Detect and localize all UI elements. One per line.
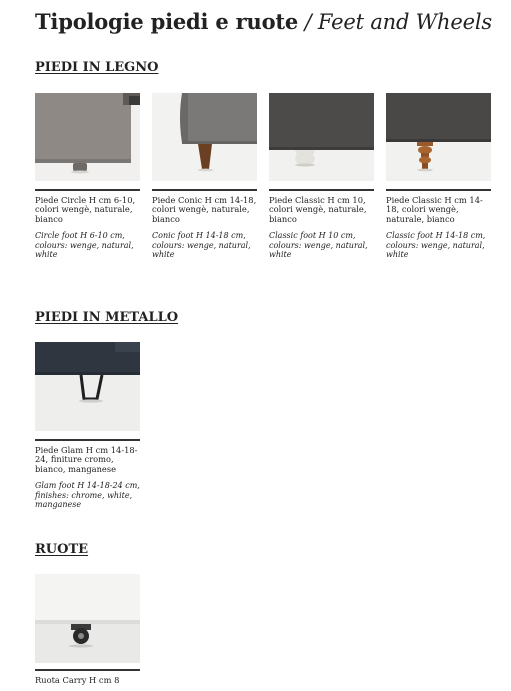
caption-english: Conic foot H 14-18 cm, colours: wenge, natural, white: [152, 231, 251, 259]
section-heading-wooden-feet: PIEDI IN LEGNO: [35, 60, 159, 75]
card-divider: [35, 669, 140, 671]
card-divider: [152, 189, 257, 191]
product-card-conic: [152, 93, 257, 260]
page-title-main: Tipologie piedi e ruote: [35, 9, 299, 34]
caption-english: Glam foot H 14-18-24 cm, finishes: chrome, white, manganese: [35, 481, 140, 509]
carry-wheel-photo: [35, 574, 140, 663]
caption-english: Classic foot H 14-18 cm, colours: wenge, natural, white: [386, 231, 486, 259]
section-heading-metal-feet: PIEDI IN METALLO: [35, 310, 179, 325]
product-card-carry: [35, 574, 140, 685]
product-card-circle: [35, 93, 140, 260]
caption-italian: Ruota Carry H cm 8: [35, 674, 120, 685]
page-title: [35, 9, 492, 34]
classic-10-foot-illustration: [269, 93, 374, 181]
page-title-separator: /: [298, 10, 318, 34]
classic-14-18-foot-illustration: [386, 93, 491, 181]
card-divider: [35, 189, 140, 191]
circle-foot-illustration: [35, 93, 140, 181]
glam-foot-photo: [35, 342, 140, 431]
classic-10-foot-photo: [269, 93, 374, 181]
section-heading-wheels: RUOTE: [35, 542, 89, 557]
classic-14-18-foot-photo: [386, 93, 491, 181]
caption-italian: Piede Glam H cm 14-18-24, finiture cromo, bianco, manganese: [35, 444, 138, 474]
card-divider: [35, 439, 140, 441]
conic-foot-illustration: [152, 93, 257, 181]
caption-italian: Piede Classic H cm 14-18, colori wengè, naturale, bianco: [386, 194, 483, 224]
page-title-english: Feet and Wheels: [317, 10, 492, 34]
caption-english: Circle foot H 6-10 cm, colours: wenge, natural, white: [35, 231, 134, 259]
caption-italian: Piede Conic H cm 14-18, colori wengè, naturale, bianco: [152, 194, 257, 224]
card-divider: [269, 189, 374, 191]
product-card-classic-14-18: [386, 93, 491, 260]
caption-italian: Piede Circle H cm 6-10, colori wengè, naturale, bianco: [35, 194, 136, 224]
card-divider: [386, 189, 491, 191]
glam-foot-illustration: [35, 342, 140, 431]
product-card-glam: [35, 342, 140, 510]
caption-english: Classic foot H 10 cm, colours: wenge, natural, white: [269, 231, 368, 259]
circle-foot-photo: [35, 93, 140, 181]
product-card-classic-10: [269, 93, 374, 260]
caption-italian: Piede Classic H cm 10, colori wengè, naturale, bianco: [269, 194, 367, 224]
carry-wheel-illustration: [35, 574, 140, 663]
conic-foot-photo: [152, 93, 257, 181]
